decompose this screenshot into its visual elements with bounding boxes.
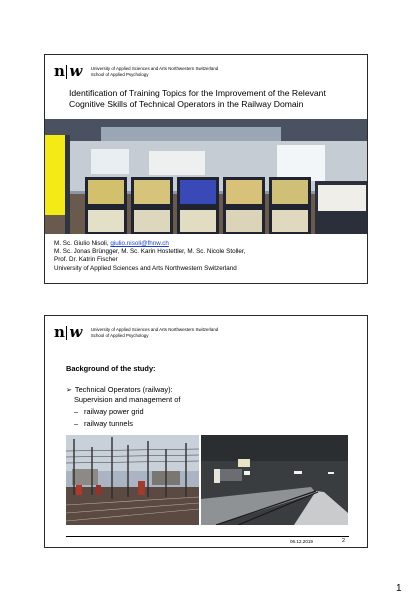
title-line-1: Identification of Training Topics for the Improvement of the Relevant (69, 88, 326, 98)
logo-letter-w: w (69, 62, 82, 80)
dash-bullet-icon: – (74, 419, 79, 428)
institution-line-2: School of Applied Psychology (90, 71, 149, 77)
institution-line-1: University of Applied Sciences and Arts Northwestern Switzerland (90, 66, 219, 72)
institution-line-2: School of Applied Psychology (90, 332, 149, 338)
author-email-link[interactable]: giulio.nisoli@fhnw.ch (110, 240, 169, 247)
logo-letter-w: w (69, 323, 82, 341)
institution-name (91, 66, 218, 77)
logo-letter-n: n (54, 62, 65, 80)
dash-bullet-icon: – (74, 407, 79, 416)
logo-letter-n: n (54, 323, 65, 341)
railway-photos (66, 435, 348, 525)
author-1-name: M. Sc. Giulio Nisoli, (54, 240, 111, 247)
title-line-2: Cognitive Skills of Technical Operators in the Railway Domain (69, 98, 304, 109)
slide-2 (44, 315, 368, 548)
list-item (74, 407, 144, 416)
fhnw-logo (54, 64, 218, 79)
list-item (74, 419, 133, 428)
logo-mark (54, 325, 82, 340)
railway-yard-photo (66, 435, 199, 525)
footer-date: 06.12.2019 (290, 539, 313, 544)
author-block (54, 240, 364, 273)
bullet-text: Technical Operators (railway): (74, 385, 173, 394)
railway-tunnel-photo (201, 435, 348, 525)
slide-heading: Background of the study: (66, 364, 156, 373)
affiliation-line: University of Applied Sciences and Arts Northwestern Switzerland (54, 264, 237, 272)
list-item-text: railway power grid (84, 407, 144, 416)
logo-mark (54, 64, 82, 79)
author-line-2: M. Sc. Jonas Brüngger, M. Sc. Karin Hostettler, M. Sc. Nicole Stoller, (54, 248, 246, 256)
institution-name (91, 327, 218, 338)
fhnw-logo (54, 325, 218, 340)
slide-1 (44, 54, 368, 284)
list-item-text: railway tunnels (84, 419, 133, 428)
footer-divider (66, 536, 349, 537)
bullet-continuation: Supervision and management of (74, 395, 181, 404)
sheet-page-number: 1 (396, 583, 402, 594)
slide-title (69, 88, 359, 109)
author-line-3: Prof. Dr. Katrin Fischer (54, 256, 118, 264)
control-room-photo (45, 119, 368, 234)
slide-page-number: 2 (342, 538, 345, 544)
institution-line-1: University of Applied Sciences and Arts Northwestern Switzerland (90, 327, 219, 333)
author-line-1 (54, 240, 364, 248)
arrow-bullet-icon: ➢ (66, 387, 72, 394)
